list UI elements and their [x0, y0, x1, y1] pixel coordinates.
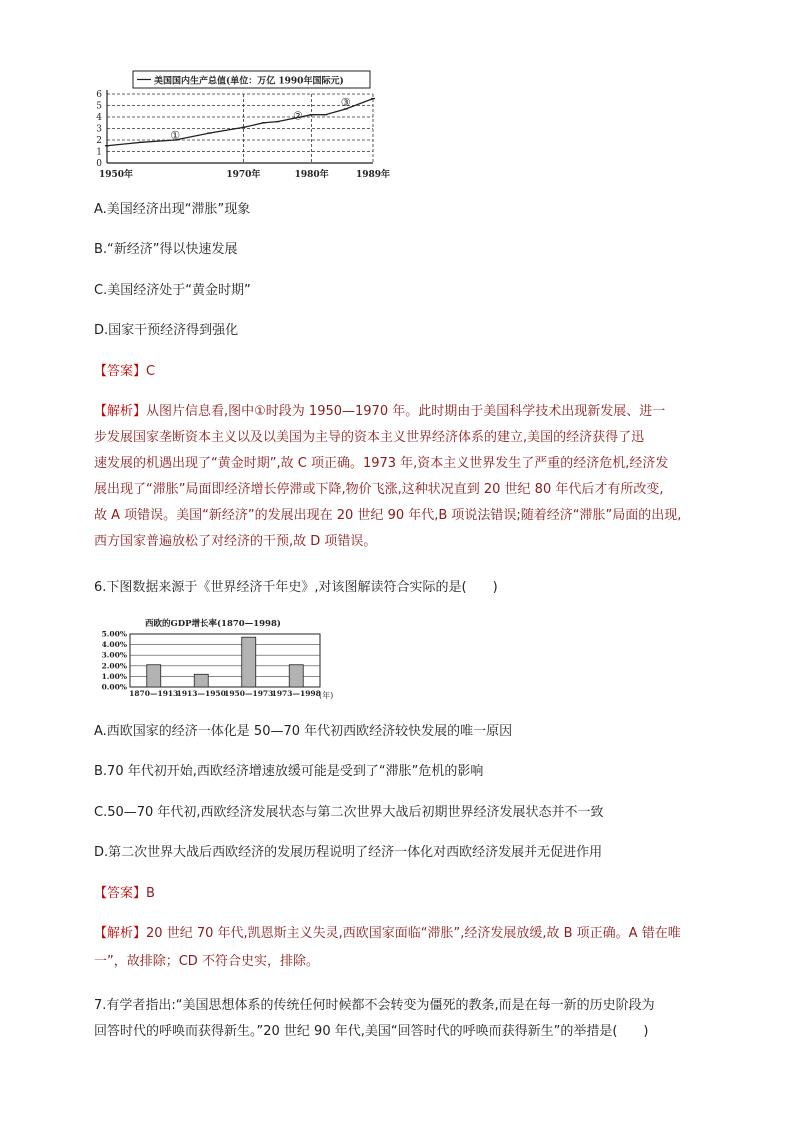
q5-analysis-line-6: 西方国家普遍放松了对经济的干预,故 D 项错误。 — [94, 534, 377, 549]
y-tick-label: 0.00% — [101, 682, 127, 692]
y-tick-label: 3.00% — [101, 650, 127, 660]
y-tick-label: 5 — [96, 101, 102, 112]
west-europe-gdp-bar-chart — [90, 614, 340, 700]
answer-value: B — [146, 886, 155, 901]
x-tick-label: 1950年 — [99, 170, 134, 180]
q6-answer — [94, 884, 155, 904]
q5-analysis-line-3: 速发展的机遇出现了“黄金时期”,故 C 项正确。1973 年,资本主义世界发生了严重的经济危机,经济发 — [94, 456, 669, 471]
y-tick-label: 1.00% — [101, 671, 127, 681]
q5-option-a: A.美国经济出现“滞胀”现象 — [94, 202, 251, 217]
analysis-tag: 【解析】 — [94, 404, 147, 419]
period-marker: ② — [293, 109, 303, 123]
x-tick-label: 1870—1913 — [129, 689, 179, 698]
q6-analysis-line-2: 一”，故排除；CD 不符合史实，排除。 — [94, 954, 319, 969]
y-tick-label: 4 — [96, 113, 102, 123]
answer-tag: 【答案】 — [94, 364, 147, 379]
y-tick-label: 3 — [96, 124, 102, 135]
answer-tag: 【答案】 — [94, 886, 147, 901]
chart-title: 西欧的GDP增长率(1870—1998) — [145, 619, 281, 629]
x-tick-labels — [99, 168, 390, 180]
q5-analysis-line-5: 故 A 项错误。美国“新经济”的发展出现在 20 世纪 90 年代,B 项说法错误;随着经济“滞胀”局面的出现, — [94, 508, 682, 523]
us-gdp-line-chart — [90, 68, 400, 180]
legend-text: 美国国内生产总值(单位：万亿 1990年国际元) — [154, 76, 344, 87]
answer-value: C — [146, 364, 156, 379]
q7-stem-line-2: 回答时代的呼唤而获得新生。”20 世纪 90 年代,美国“回答时代的呼唤而获得新生”的举措是( ) — [94, 1024, 649, 1039]
q6-option-a: A.西欧国家的经济一体化是 50—70 年代初西欧经济较快发展的唯一原因 — [94, 724, 513, 739]
y-tick-label: 6 — [96, 90, 102, 100]
x-tick-labels — [129, 689, 321, 698]
q5-answer — [94, 362, 155, 382]
analysis-text: 20 世纪 70 年代,凯恩斯主义失灵,西欧国家面临“滞胀”,经济发展放缓,故 B 项正确。A 错在唯 — [146, 926, 681, 941]
q5-analysis-line-1 — [94, 402, 665, 422]
analysis-tag: 【解析】 — [94, 926, 147, 941]
x-tick-label: 1980年 — [294, 170, 329, 180]
x-tick-label: 1950—1973 — [224, 689, 274, 698]
x-unit-label: (年) — [319, 691, 334, 700]
x-tick-label: 1913—1950 — [176, 689, 226, 698]
q5-analysis-line-2: 步发展国家垄断资本主义以及以美国为主导的资本主义世界经济体系的建立,美国的经济获得了迅 — [94, 430, 645, 445]
q6-analysis-line-1 — [94, 924, 681, 944]
q7-stem-line-1: 7.有学者指出:“美国思想体系的传统任何时候都不会转变为僵死的教条,而是在每一新的历史阶段为 — [94, 998, 655, 1013]
y-tick-label: 2 — [96, 136, 102, 146]
q5-option-c: C.美国经济处于“黄金时期” — [94, 283, 251, 298]
bar — [289, 665, 303, 687]
x-tick-label: 1973—1998 — [271, 689, 321, 698]
q6-stem: 6.下图数据来源于《世界经济千年史》,对该图解读符合实际的是( ) — [94, 580, 498, 595]
x-tick-label: 1970年 — [226, 170, 261, 180]
y-tick-labels — [102, 630, 127, 692]
analysis-text: 从图片信息看,图中①时段为 1950—1970 年。此时期由于美国科学技术出现新发展、进一 — [146, 404, 666, 419]
q5-analysis-line-4: 展出现了“滞胀”局面即经济增长停滞或下降,物价飞涨,这种状况直到 20 世纪 80 年代后才有所改变, — [94, 482, 664, 497]
period-marker: ③ — [340, 96, 351, 110]
q6-option-d: D.第二次世界大战后西欧经济的发展历程说明了经济一体化对西欧经济发展并无促进作用 — [94, 845, 603, 860]
q6-option-c: C.50—70 年代初,西欧经济发展状态与第二次世界大战后初期世界经济发展状态并不一致 — [94, 805, 604, 820]
y-tick-label: 5.00% — [101, 629, 127, 639]
y-tick-labels — [96, 90, 102, 169]
q6-option-b: B.70 年代初开始,西欧经济增速放缓可能是受到了“滞胀”危机的影响 — [94, 764, 484, 779]
q5-option-b: B.“新经济”得以快速发展 — [94, 242, 238, 257]
bar — [194, 674, 208, 687]
period-marker: ① — [170, 128, 181, 142]
q5-option-d: D.国家干预经济得到强化 — [94, 323, 239, 338]
x-tick-label: 1989年 — [355, 170, 391, 180]
y-tick-label: 1 — [96, 147, 102, 158]
bar — [147, 665, 161, 687]
bar — [242, 637, 256, 687]
axes — [107, 90, 373, 163]
y-tick-label: 0 — [96, 159, 102, 169]
y-tick-label: 4.00% — [101, 640, 127, 650]
y-tick-label: 2.00% — [101, 661, 127, 671]
